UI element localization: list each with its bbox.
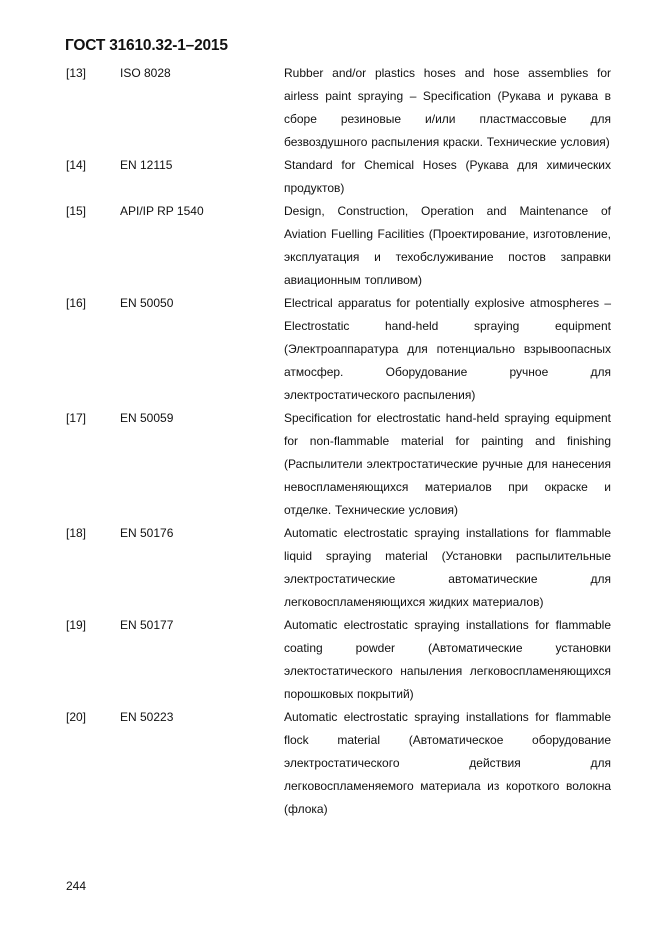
reference-title: Standard for Chemical Hoses (Рукава для химических продуктов) [284,158,611,195]
reference-entry [66,614,611,706]
reference-title: Rubber and/or plastics hoses and hose assemblies for airless paint spraying – Specification (Рукава и рукава в сборе резиновые и/или пластмассовые для безвоздушного распыления краски. Технические условия) [284,66,611,149]
reference-code: EN 50223 [120,710,174,724]
reference-title: Automatic electrostatic spraying installations for flammable coating powder (Автоматические установки электостатического напыления легковоспламеняющихся порошковых покрытий) [284,618,611,701]
reference-entry [66,407,611,522]
reference-code: EN 50176 [120,526,174,540]
reference-code: ISO 8028 [120,66,171,80]
reference-number: [20] [66,710,87,724]
reference-entry [66,522,611,614]
reference-code: API/IP RP 1540 [120,204,204,218]
reference-number: [13] [66,66,87,80]
reference-number: [16] [66,296,87,310]
reference-title: Automatic electrostatic spraying installations for flammable flock material (Автоматическое оборудование электростатического действия для легковоспламеняемого материала из короткого волокна (флока) [284,710,611,816]
reference-title: Specification for electrostatic hand-held spraying equipment for non-flammable material for painting and finishing (Распылители электростатические ручные для нанесения невоспламеняющихся материалов при окраске и отделке. Технические условия) [284,411,611,517]
document-header [65,37,228,55]
page-number: 244 [66,879,87,893]
reference-title: Automatic electrostatic spraying installations for flammable liquid spraying material (Установки распылительные электростатические автоматические для легковоспламеняющихся жидких материалов) [284,526,611,609]
reference-title: Electrical apparatus for potentially explosive atmospheres – Electrostatic hand-held spraying equipment (Электроаппаратура для потенциально взрывоопасных атмосфер. Оборудование ручное для электростатического распыления) [284,296,611,402]
reference-number: [14] [66,158,87,172]
reference-number: [19] [66,618,87,632]
reference-entry [66,154,611,200]
standard-designation: ГОСТ 31610.32-1–2015 [65,37,228,54]
reference-code: EN 50059 [120,411,174,425]
reference-entry [66,292,611,407]
reference-number: [15] [66,204,87,218]
reference-code: EN 12115 [120,158,173,172]
reference-number: [18] [66,526,87,540]
reference-code: EN 50177 [120,618,174,632]
reference-code: EN 50050 [120,296,174,310]
reference-number: [17] [66,411,87,425]
reference-entry [66,706,611,821]
bibliography-list [66,62,611,821]
reference-entry [66,200,611,292]
reference-entry [66,62,611,154]
reference-title: Design, Construction, Operation and Maintenance of Aviation Fuelling Facilities (Проектирование, изготовление, эксплуатация и техобслуживание постов заправки авиационным топливом) [284,204,611,287]
